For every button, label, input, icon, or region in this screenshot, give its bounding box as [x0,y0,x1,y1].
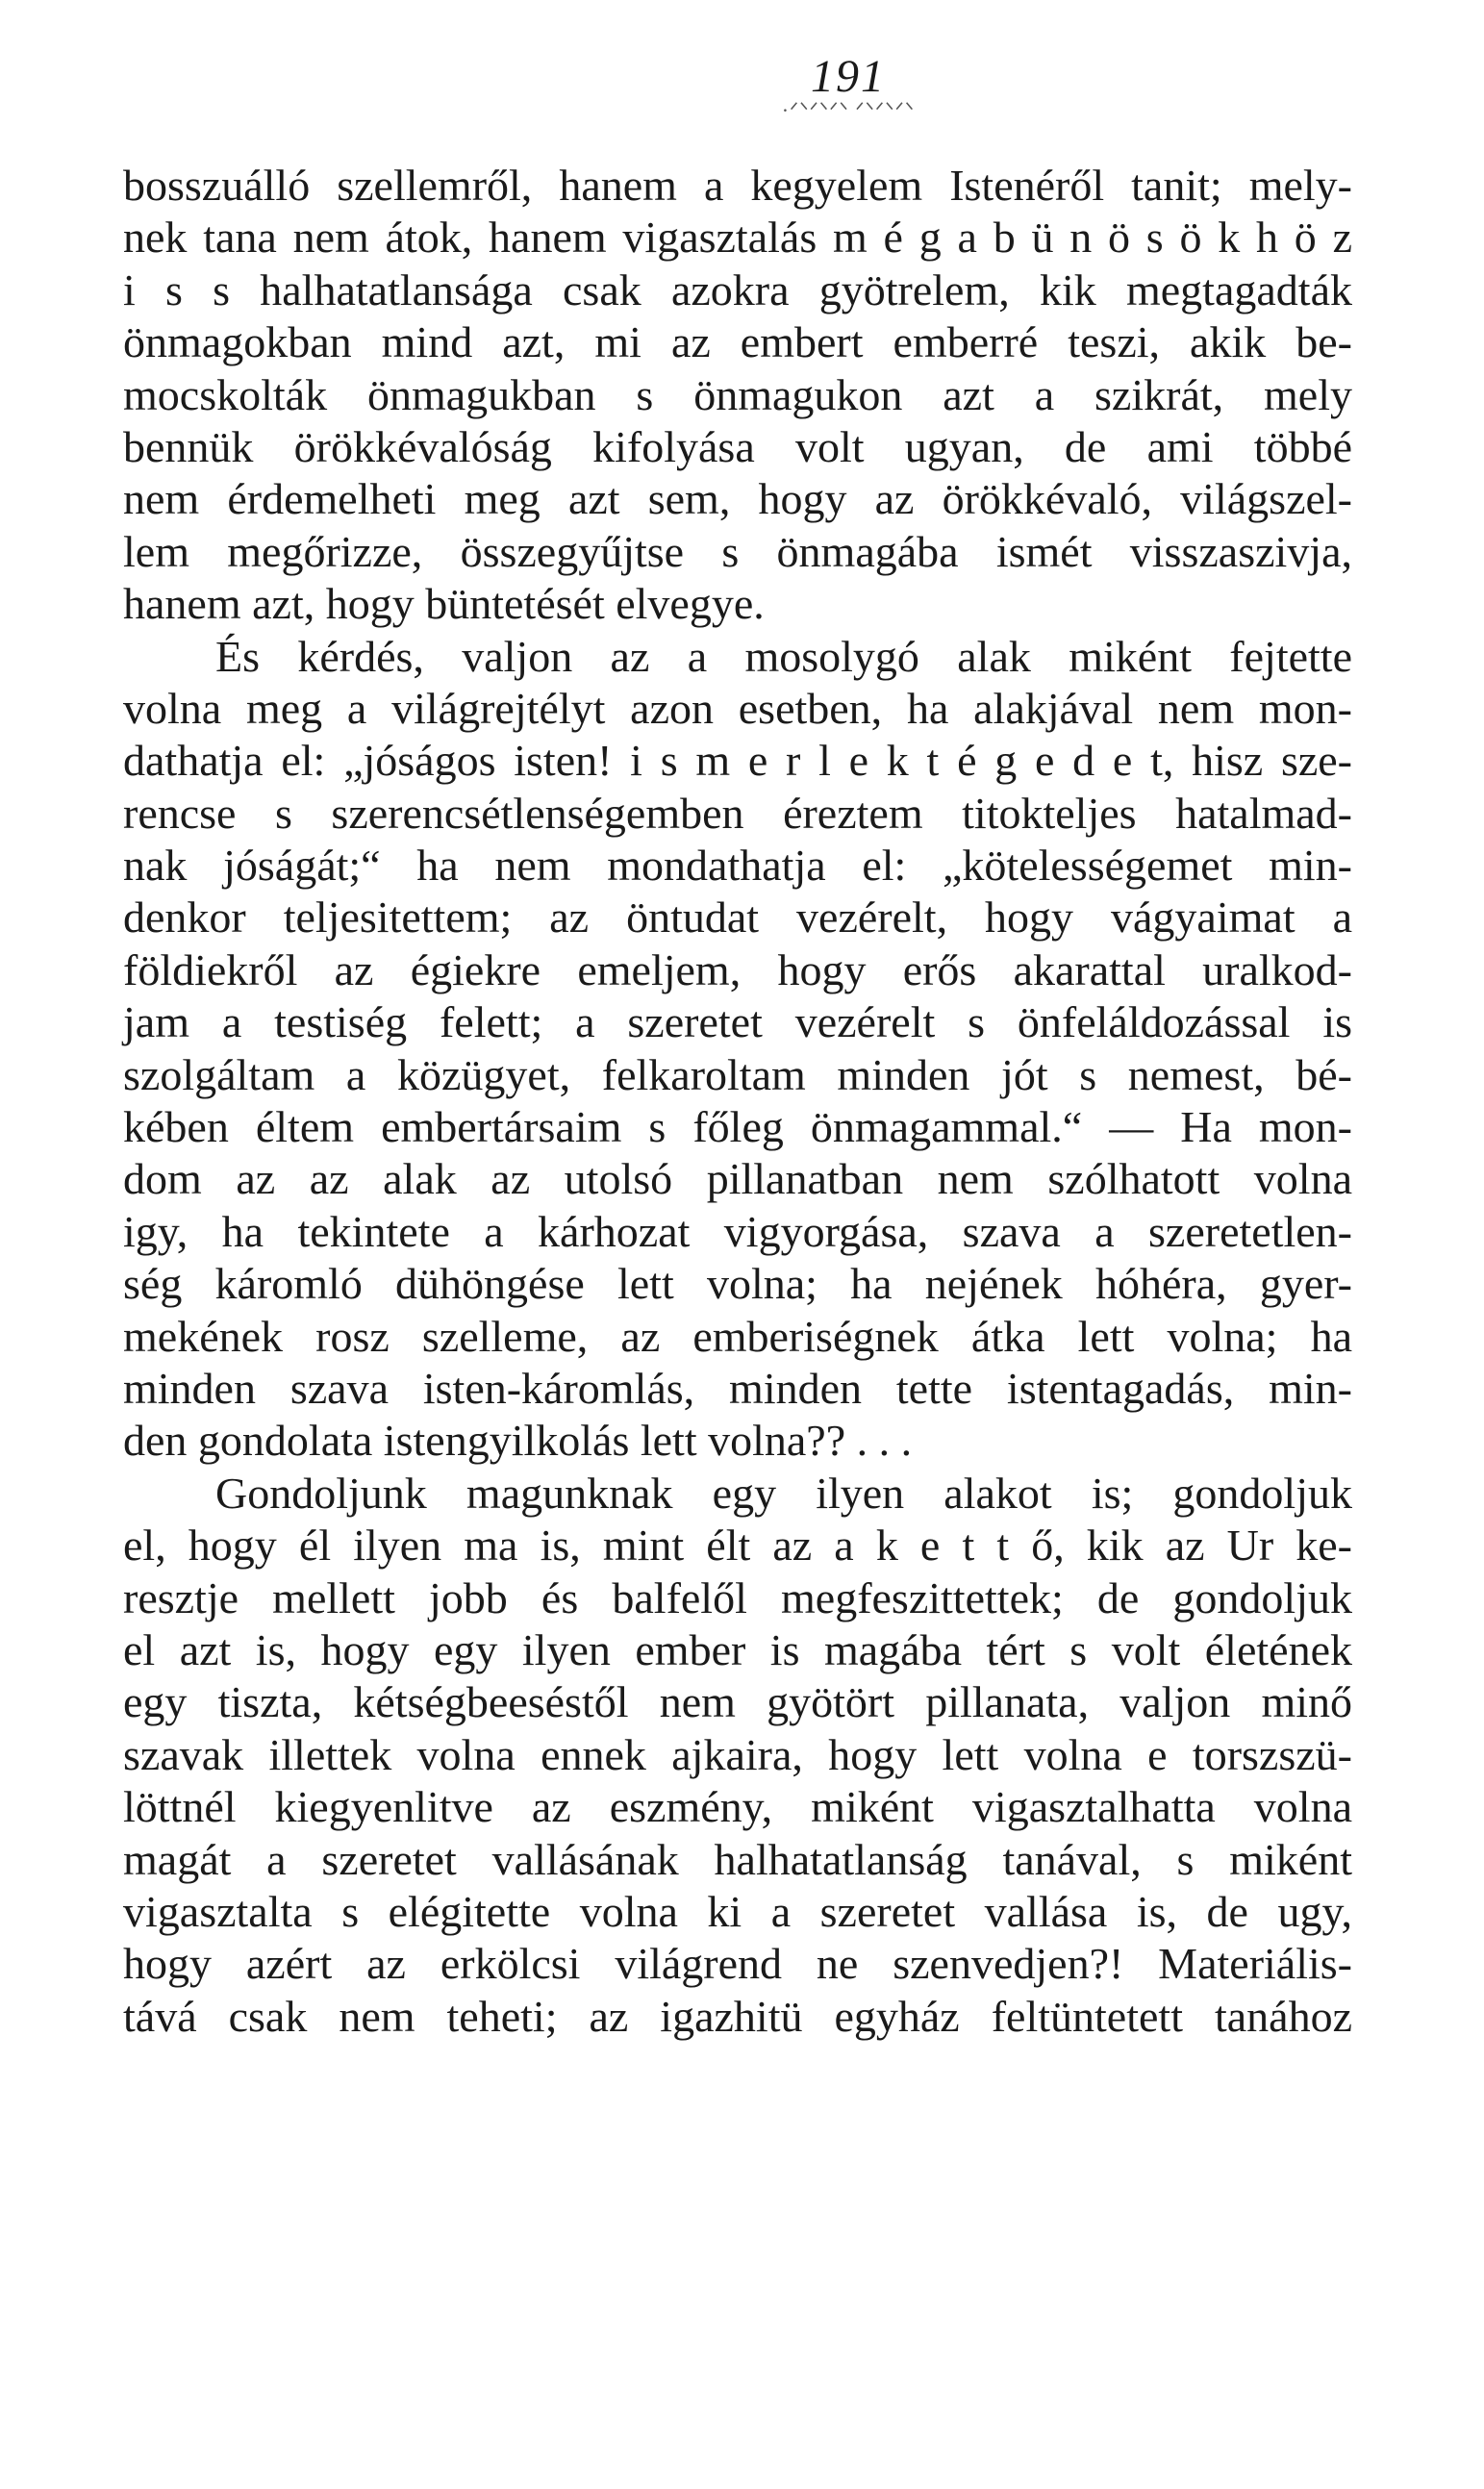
text-line: volna meg a világrejtélyt azon esetben, ha alakjával nem mon- [123,683,1352,733]
text-line: denkor teljesitettem; az öntudat vezérelt, hogy vágyaimat a [123,893,1352,943]
text-line: magát a szeretet vallásának halhatatlanság tanával, s miként [123,1834,1352,1884]
text-line: szolgáltam a közügyet, felkaroltam minden jót s nemest, bé- [123,1049,1352,1099]
text-line: den gondolata istengyilkolás lett volna?? . . . [123,1416,913,1466]
text-line: resztje mellett jobb és balfelől megfeszittettek; de gondoljuk [123,1572,1352,1622]
text-line: el, hogy él ilyen ma is, mint élt az a k e t t ő, kik az Ur ke- [123,1521,1352,1571]
text-body [123,160,1352,2043]
text-line: vigasztalta s elégitette volna ki a szeretet vallása is, de ugy, [123,1886,1352,1936]
text-line: hanem azt, hogy büntetését elvegye. [123,579,765,629]
text-line: jam a testiség felett; a szeretet vezérelt s önfeláldozással is [123,997,1352,1047]
text-line: mocskolták önmagukban s önmagukon azt a szikrát, mely [123,369,1352,419]
text-line: igy, ha tekintete a kárhozat vigyorgása, szava a szeretetlen- [123,1206,1352,1256]
text-line: rencse s szerencsétlenségemben éreztem titokteljes hatalmad- [123,788,1352,838]
text-line: nek tana nem átok, hanem vigasztalás m é g a b ü n ö s ö k h ö z [123,213,1352,263]
text-line: nem érdemelheti meg azt sem, hogy az örökkévaló, világszel- [123,474,1352,524]
text-line: szavak illettek volna ennek ajkaira, hogy lett volna e torszszü- [123,1729,1352,1779]
text-line: löttnél kiegyenlitve az eszmény, miként vigasztalhatta volna [123,1782,1352,1832]
text-line: dom az az alak az utolsó pillanatban nem szólhatott volna [123,1154,1352,1204]
text-line: bennük örökkévalóság kifolyása volt ugyan, de ami többé [123,421,1352,471]
text-line: kében éltem embertársaim s főleg önmagammal.“ — Ha mon- [123,1102,1352,1152]
text-line: dathatja el: „jóságos isten! i s m e r l e k t é g e d e t, hisz sze- [123,736,1352,786]
text-line: lem megőrizze, összegyűjtse s önmagába ismét visszaszivja, [123,526,1352,576]
text-line: nak jóságát;“ ha nem mondathatja el: „kötelességemet min- [123,841,1352,891]
header-ornament: ·ᐟᐠᐟᐠᐟᐠ ᐟᐠᐟᐠᐟᐠ [781,98,916,122]
text-line: önmagokban mind azt, mi az embert emberré teszi, akik be- [123,317,1352,367]
page-number: 191 [811,51,886,102]
text-line: ség káromló dühöngése lett volna; ha nejének hóhéra, gyer- [123,1259,1352,1309]
text-line: földiekről az égiekre emeljem, hogy erős akarattal uralkod- [123,944,1352,994]
text-line: Gondoljunk magunknak egy ilyen alakot is; gondoljuk [215,1468,1352,1518]
text-line: egy tiszta, kétségbeeséstől nem gyötört pillanata, valjon minő [123,1677,1352,1727]
book-page [123,50,1352,2043]
text-line: i s s halhatatlansága csak azokra gyötrelem, kik megtagadták [123,264,1352,314]
text-line: bosszuálló szellemről, hanem a kegyelem Istenéről tanit; mely- [123,161,1352,210]
text-line: És kérdés, valjon az a mosolygó alak miként fejtette [215,631,1352,681]
text-line: el azt is, hogy egy ilyen ember is magába tért s volt életének [123,1624,1352,1674]
text-line: minden szava isten-káromlás, minden tette istentagadás, min- [123,1363,1352,1413]
text-line: tává csak nem teheti; az igazhitü egyház feltüntetett tanához [123,1991,1352,2041]
text-line: hogy azért az erkölcsi világrend ne szenvedjen?! Materiális- [123,1939,1352,1989]
text-line: mekének rosz szelleme, az emberiségnek átka lett volna; ha [123,1311,1352,1361]
